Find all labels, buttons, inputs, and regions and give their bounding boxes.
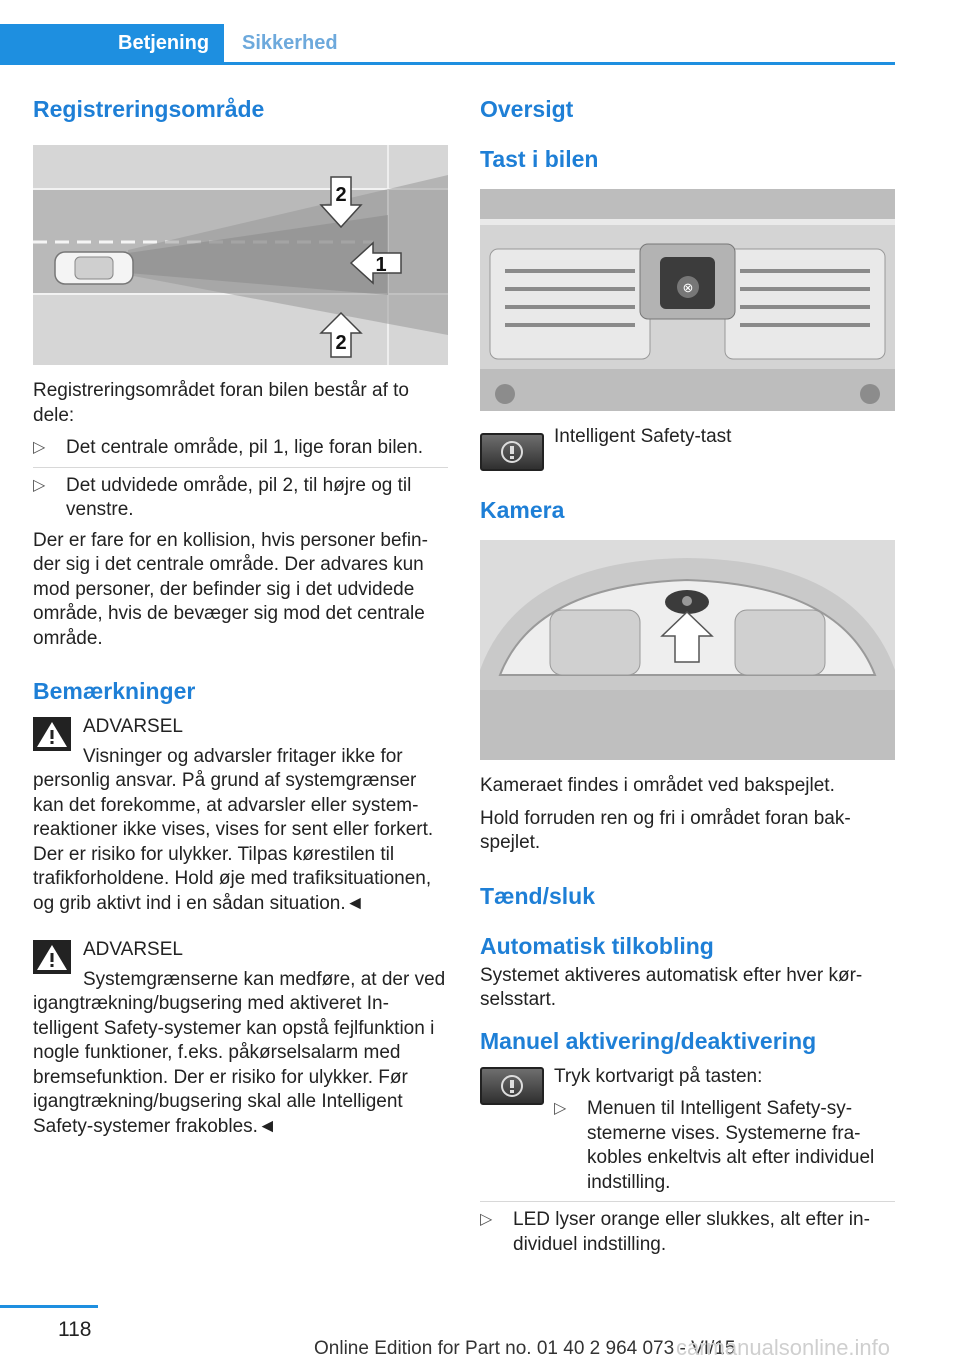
manual-block — [480, 1065, 895, 1258]
heading-registration-area: Registreringsområde — [33, 96, 265, 122]
heading-camera: Kamera — [480, 497, 565, 523]
footer-accent-rule — [0, 1305, 98, 1308]
tab-sikkerhed[interactable]: Sikkerhed — [242, 32, 338, 54]
svg-text:⊗: ⊗ — [682, 280, 694, 295]
page-number: 118 — [58, 1318, 92, 1341]
heading-manual: Manuel aktivering/deaktivering — [480, 1027, 817, 1054]
intelligent-safety-key-icon — [480, 433, 544, 471]
warning-triangle-icon — [33, 717, 71, 751]
warning-2 — [33, 938, 448, 1139]
warning-triangle-icon — [33, 940, 71, 974]
list-item: ▷ Menuen til Intelligent Safety-systemerne vises. Systemerne frakobles enkeltvis alt efter individuel indstilling. — [554, 1098, 875, 1193]
figure-camera — [480, 540, 895, 760]
triangle-bullet-icon: ▷ — [554, 1100, 567, 1117]
button-caption: Intelligent Safety-tast — [554, 426, 732, 447]
detection-area-illustration — [33, 145, 448, 365]
triangle-bullet-icon: ▷ — [480, 1211, 493, 1228]
left-column — [33, 95, 448, 1139]
camera-location-text: Kameraet findes i området ved bakspejlet. — [480, 775, 835, 796]
right-column — [480, 95, 895, 1257]
collision-paragraph: Der er fare for en kollision, hvis personer befinder sig i det centrale område. Der advares kun mod personer, der befinder sig i det udvidede område, hvis de bevæger sig mod det centrale område. — [33, 529, 428, 649]
watermark: carmanualsonline.info — [676, 1335, 891, 1360]
svg-text:2: 2 — [335, 332, 347, 354]
figure-dashboard-button — [480, 189, 895, 411]
heading-overview: Oversigt — [480, 96, 574, 122]
dashboard-illustration — [480, 189, 895, 411]
manual-bullets — [554, 1097, 895, 1195]
manual-text: Tryk kortvarigt på tasten: — [554, 1065, 763, 1087]
edition-text: Online Edition for Part no. 01 40 2 964 073 - VI/15 — [314, 1338, 736, 1359]
warning-text: Systemgrænserne kan medføre, at der ved igangtrækning/bugsering med aktiveret Intelligent Safety-systemer kan opstå fejlfunktion i nogle funktioner, f.eks. påkørselsalarm med bremsefunktion. Der er risiko for ulykker. Før igangtrækning/bugsering skal alle Intelligent Safety-systemer frakobles.◄ — [33, 968, 446, 1137]
heading-on-off: Tænd/sluk — [480, 882, 596, 909]
detection-bullets — [33, 436, 448, 523]
car-icon — [55, 252, 133, 284]
svg-text:1: 1 — [375, 254, 387, 276]
svg-text:2: 2 — [335, 184, 347, 206]
heading-button-in-car: Tast i bilen — [480, 146, 599, 172]
list-item: ▷ LED lyser orange eller slukkes, alt efter individuel indstilling. — [480, 1209, 870, 1255]
button-legend — [480, 426, 895, 471]
figure-detection-area — [33, 145, 448, 365]
warning-title: ADVARSEL — [83, 939, 183, 960]
heading-remarks: Bemærkninger — [33, 678, 196, 704]
heading-automatic: Automatisk tilkobling — [480, 932, 714, 959]
header-accent-bar — [0, 24, 100, 62]
camera-clean-text: Hold forruden ren og fri i området foran bakspejlet. — [480, 807, 851, 853]
intro-text: Registreringsområdet foran bilen består af to dele: — [33, 380, 409, 426]
warning-text: Visninger og advarsler fritager ikke for personlig ansvar. På grund af systemgrænser kan det forekomme, at advarsler eller systemreaktioner ikke vises, vises for sent eller forkert. Der er risiko for ulykker. Tilpas kørestilen til trafikforholdene. Hold øje med trafiksituationen, og grib aktivt ind i en sådan situation.◄ — [33, 745, 434, 914]
list-item: ▷ Det udvidede område, pil 2, til højre og til venstre. — [33, 474, 412, 520]
list-item: ▷ Det centrale område, pil 1, lige foran bilen. — [33, 436, 448, 461]
triangle-bullet-icon: ▷ — [33, 439, 46, 456]
intelligent-safety-key-icon — [480, 1067, 544, 1105]
triangle-bullet-icon: ▷ — [33, 476, 46, 494]
warning-1 — [33, 715, 448, 916]
camera-illustration — [480, 540, 895, 760]
warning-title: ADVARSEL — [83, 716, 183, 737]
tab-betjening[interactable]: Betjening — [100, 24, 224, 62]
automatic-text: Systemet aktiveres automatisk efter hver kørselsstart. — [480, 964, 863, 1010]
manual-bullets-2 — [480, 1208, 895, 1257]
